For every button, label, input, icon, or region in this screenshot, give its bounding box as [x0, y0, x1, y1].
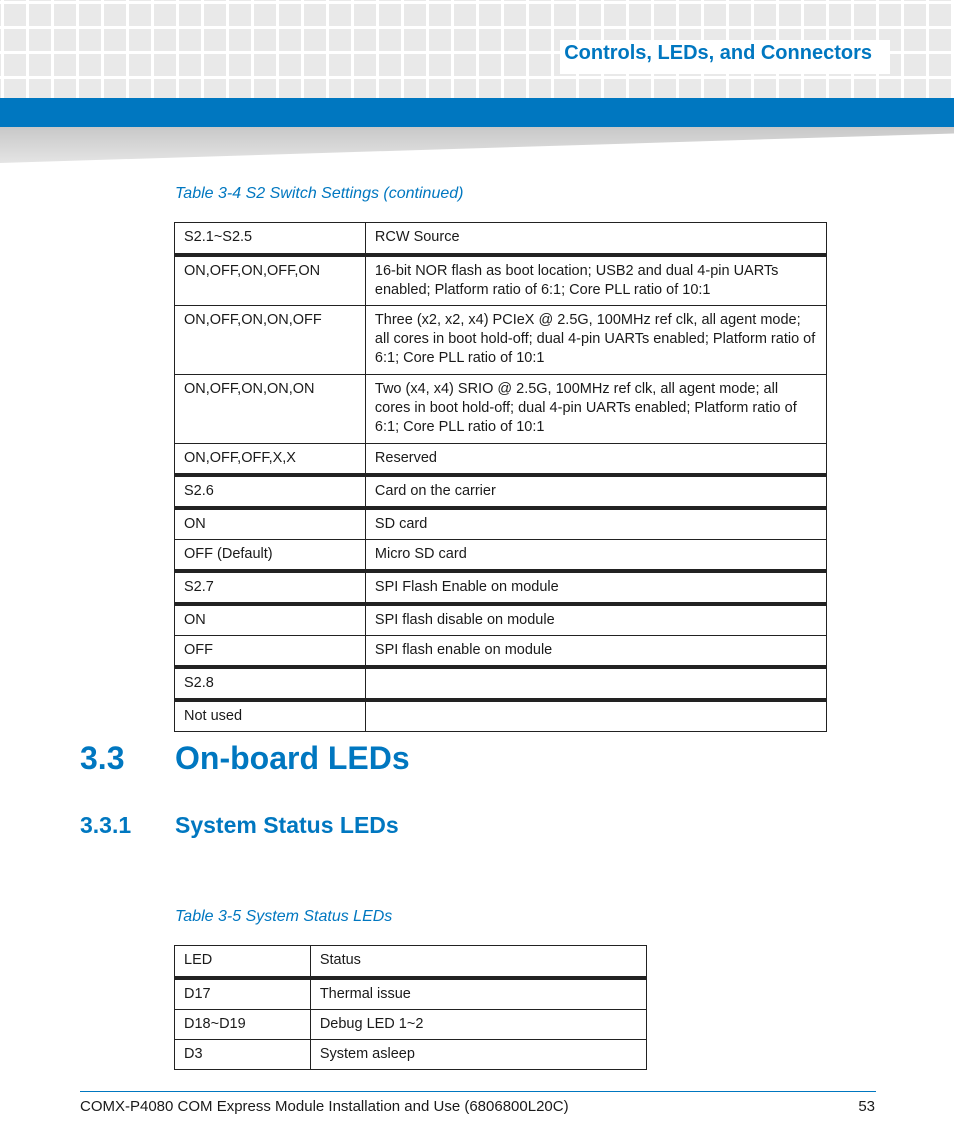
- table-cell: SPI flash disable on module: [366, 603, 827, 636]
- footer-doc-title: COMX-P4080 COM Express Module Installation and Use (6806800L20C): [80, 1098, 569, 1115]
- table-row: [175, 1010, 647, 1040]
- chapter-title: Controls, LEDs, and Connectors: [564, 42, 872, 64]
- table-cell: SPI Flash Enable on module: [366, 570, 827, 603]
- section-title: On-board LEDs: [175, 740, 410, 776]
- table-row: [175, 977, 647, 1010]
- table-row: [175, 666, 827, 699]
- table-row: [175, 306, 827, 375]
- table-cell: [366, 699, 827, 732]
- table-caption: Table 3-5 System Status LEDs: [175, 908, 393, 925]
- table-row: [175, 570, 827, 603]
- subsection-title: System Status LEDs: [175, 812, 399, 838]
- page-number: 53: [858, 1098, 875, 1115]
- table-row: [175, 946, 647, 977]
- table-cell: S2.7: [175, 570, 366, 603]
- table-cell: D18~D19: [175, 1010, 311, 1040]
- table-cell: Reserved: [366, 444, 827, 474]
- table-row: [175, 540, 827, 570]
- header-wedge: [0, 127, 954, 163]
- table-caption: Table 3-4 S2 Switch Settings (continued): [175, 185, 464, 202]
- table-cell: Thermal issue: [311, 977, 647, 1010]
- table-cell: 16-bit NOR flash as boot location; USB2 and dual 4-pin UARTs enabled; Platform ratio of 6:1; Core PLL ratio of 10:1: [366, 254, 827, 306]
- table-row: [175, 699, 827, 732]
- table-row: [175, 375, 827, 444]
- table-cell: Debug LED 1~2: [311, 1010, 647, 1040]
- table-row: [175, 223, 827, 254]
- table-cell: D17: [175, 977, 311, 1010]
- header-band: [0, 98, 954, 127]
- footer-rule: [80, 1091, 876, 1092]
- table-cell: OFF: [175, 636, 366, 666]
- table-cell: S2.6: [175, 474, 366, 507]
- table-row: [175, 507, 827, 540]
- switch-settings-table: [174, 222, 827, 732]
- table-cell: ON,OFF,ON,ON,ON: [175, 375, 366, 444]
- table-cell: [366, 666, 827, 699]
- subsection-number: 3.3.1: [80, 812, 132, 838]
- table-row: [175, 1040, 647, 1070]
- table-cell: OFF (Default): [175, 540, 366, 570]
- table-cell: ON,OFF,ON,OFF,ON: [175, 254, 366, 306]
- table-cell: S2.1~S2.5: [175, 223, 366, 254]
- table-row: [175, 444, 827, 474]
- table-cell: LED: [175, 946, 311, 977]
- table-cell: Card on the carrier: [366, 474, 827, 507]
- table-cell: S2.8: [175, 666, 366, 699]
- table-cell: Two (x4, x4) SRIO @ 2.5G, 100MHz ref clk, all agent mode; all cores in boot hold-off; dual 4-pin UARTs enabled; Platform ratio of 6:1; Core PLL ratio of 10:1: [366, 375, 827, 444]
- section-heading: [80, 740, 410, 777]
- table-cell: ON,OFF,OFF,X,X: [175, 444, 366, 474]
- table-cell: Not used: [175, 699, 366, 732]
- table-row: [175, 254, 827, 306]
- table-cell: Status: [311, 946, 647, 977]
- table-row: [175, 603, 827, 636]
- section-number: 3.3: [80, 740, 125, 776]
- table-cell: ON: [175, 507, 366, 540]
- table-cell: ON: [175, 603, 366, 636]
- table-cell: RCW Source: [366, 223, 827, 254]
- table-row: [175, 636, 827, 666]
- subsection-heading: [80, 812, 399, 839]
- table-cell: D3: [175, 1040, 311, 1070]
- table-cell: SPI flash enable on module: [366, 636, 827, 666]
- status-leds-table: [174, 945, 647, 1070]
- table-cell: Micro SD card: [366, 540, 827, 570]
- table-cell: SD card: [366, 507, 827, 540]
- table-cell: System asleep: [311, 1040, 647, 1070]
- table-cell: ON,OFF,ON,ON,OFF: [175, 306, 366, 375]
- table-row: [175, 474, 827, 507]
- table-cell: Three (x2, x2, x4) PCIeX @ 2.5G, 100MHz ref clk, all agent mode; all cores in boot hold-off; dual 4-pin UARTs enabled; Platform ratio of 6:1; Core PLL ratio of 10:1: [366, 306, 827, 375]
